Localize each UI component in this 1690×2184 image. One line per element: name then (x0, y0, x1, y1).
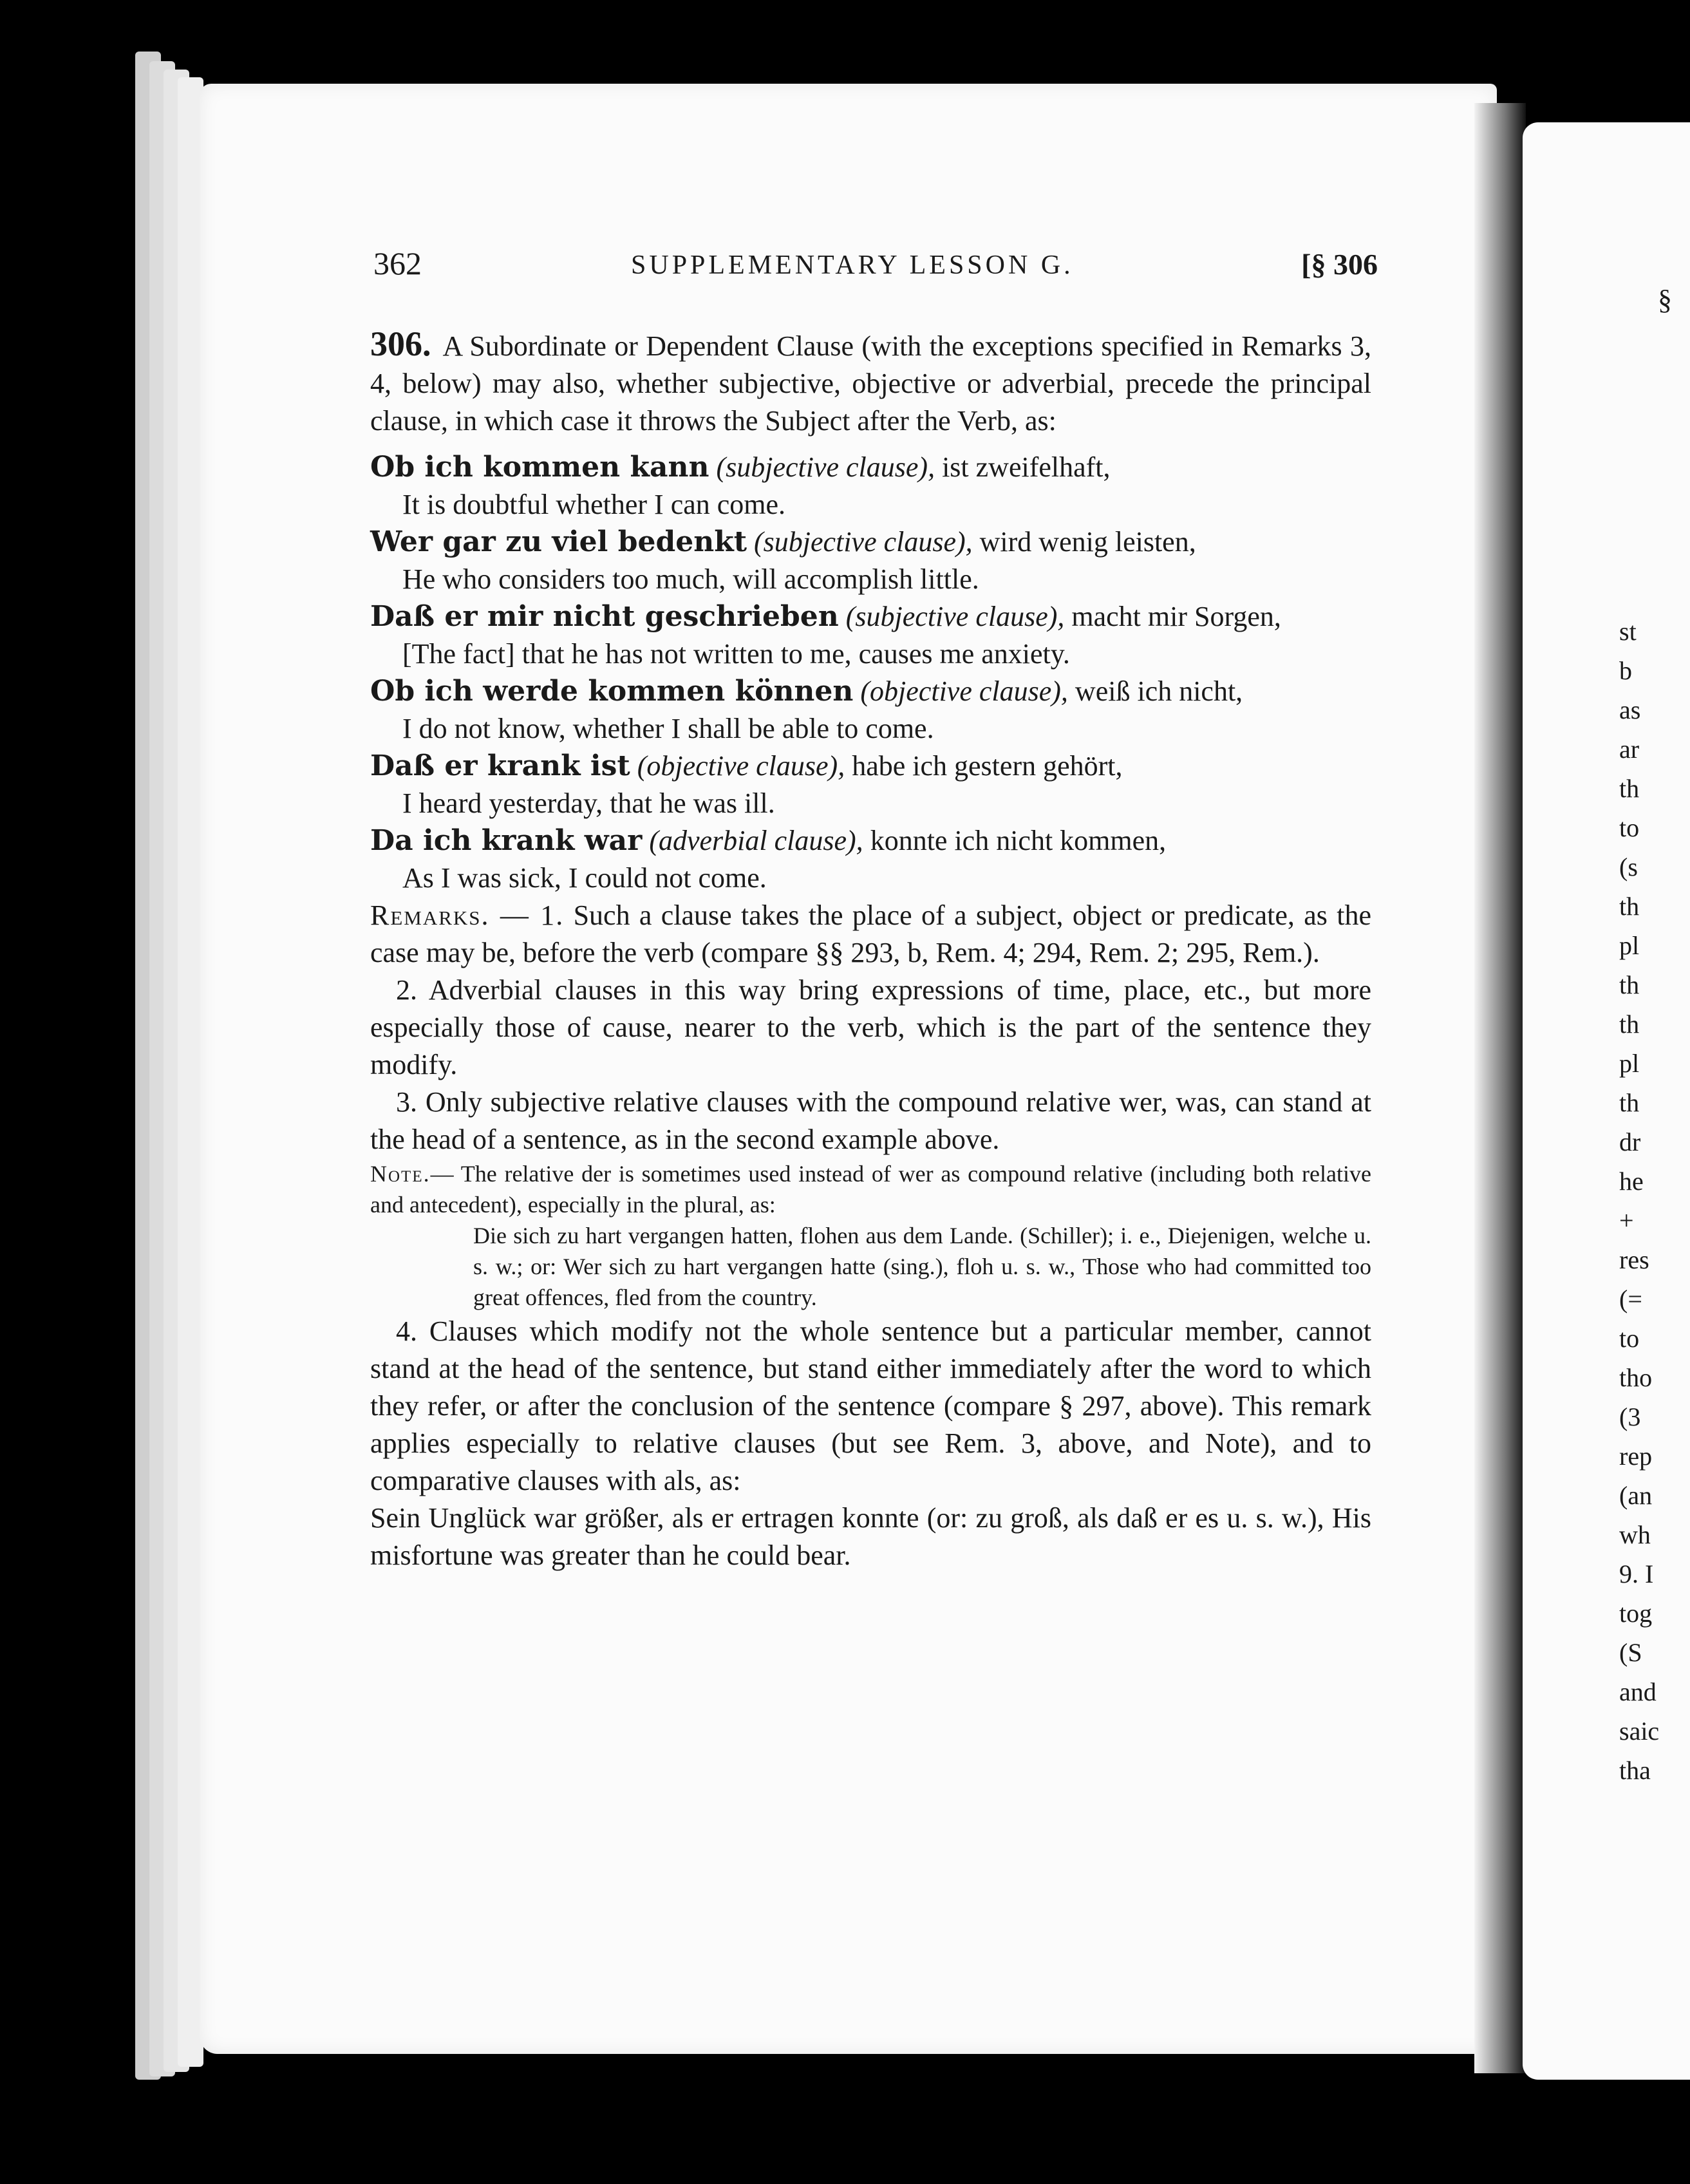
example-item (370, 523, 1371, 598)
right-page-fragment: th (1619, 774, 1640, 803)
german-main: weiß ich nicht, (1075, 675, 1243, 707)
right-page-fragment: dr (1619, 1127, 1641, 1156)
final-example: Sein Unglück war größer, als er ertragen konnte (or: zu groß, als daß er es u. s. w.), His misfortune was greater than he could bear. (370, 1502, 1371, 1571)
intro-text: A Subordinate or Dependent Clause (with the exceptions specified in Remarks 3, 4, below) may also, whether subjective, objective or adverbial, precede the principal clause, in which case it throws the Subject after the Verb, as: (370, 330, 1371, 437)
german-clause: Daß er krank ist (370, 749, 630, 782)
clause-role: (subjective clause), (845, 601, 1065, 632)
right-page-fragment: saic (1619, 1717, 1660, 1746)
remark-1 (370, 897, 1371, 972)
right-page-fragment: to (1619, 813, 1640, 842)
clause-role: (objective clause), (637, 750, 845, 782)
note-example: Die sich zu hart vergangen hatten, flohen aus dem Lande. (Schiller); i. e., Diejenigen, welche u. s. w.; or: Wer sich zu hart vergangen hatte (sing.), floh u. s. w., Those who had committed too great offences, fled from the country. (473, 1223, 1371, 1310)
examples-list (370, 449, 1371, 897)
example-item (370, 748, 1371, 822)
running-header (373, 245, 1378, 296)
right-page-fragment: th (1619, 1088, 1640, 1117)
clause-role: (objective clause), (860, 675, 1068, 707)
right-page-fragment: th (1619, 1010, 1640, 1039)
note-label: Note. (370, 1161, 431, 1187)
remarks-label: Remarks. — 1. (370, 899, 565, 931)
german-clause: Daß er mir nicht geschrieben (370, 600, 839, 633)
example-item (370, 673, 1371, 748)
right-page-fragment: (3 (1619, 1402, 1641, 1431)
page-body (370, 325, 1371, 1574)
book-gutter (1474, 103, 1526, 2073)
german-main: wird wenig leisten, (979, 526, 1196, 558)
german-clause: Wer gar zu viel bedenkt (370, 525, 747, 558)
german-main: habe ich gestern gehört, (852, 750, 1123, 782)
right-page-fragment: b (1619, 656, 1632, 685)
right-page-fragment: th (1619, 892, 1640, 921)
section-reference: [§ 306 (1301, 248, 1378, 281)
right-page-fragment: rep (1619, 1442, 1653, 1471)
right-page-fragment: wh (1619, 1520, 1651, 1549)
remark-3: 3. Only subjective relative clauses with the compound relative wer, was, can stand at the head of a sentence, as in the second example above. (370, 1086, 1371, 1155)
german-clause: Da ich krank war (370, 824, 643, 857)
clause-role: (adverbial clause), (649, 825, 863, 856)
page-number: 362 (373, 245, 422, 281)
section-number: 306. (370, 325, 431, 363)
german-main: macht mir Sorgen, (1071, 601, 1281, 632)
right-page-fragment: to (1619, 1324, 1640, 1353)
right-page-fragment: st (1619, 617, 1637, 646)
right-page-section-mark: § (1658, 284, 1672, 315)
example-item (370, 822, 1371, 897)
english-translation: He who considers too much, will accomplish little. (402, 563, 979, 595)
right-page-fragment: (s (1619, 852, 1638, 881)
right-page-fragment: (S (1619, 1638, 1642, 1667)
german-main: konnte ich nicht kommen, (870, 825, 1167, 856)
right-page-fragment: (an (1619, 1481, 1653, 1510)
remark-2: 2. Adverbial clauses in this way bring expressions of time, place, etc., but more especially those of cause, nearer to the verb, which is the part of the sentence they modify. (370, 974, 1371, 1080)
right-page-fragment: 9. I (1619, 1559, 1654, 1588)
clause-role: (subjective clause), (716, 451, 935, 483)
clause-role: (subjective clause), (754, 526, 973, 558)
right-page-fragments (1619, 612, 1671, 1790)
right-page-fragment: he (1619, 1167, 1644, 1196)
right-page-fragment: as (1619, 695, 1641, 724)
note (370, 1158, 1371, 1313)
right-page-fragment: pl (1619, 1049, 1640, 1078)
right-page-fragment: ar (1619, 735, 1640, 764)
lesson-title: SUPPLEMENTARY LESSON G. (631, 250, 1074, 280)
right-page-fragment: res (1619, 1245, 1649, 1274)
right-page-fragment: tha (1619, 1756, 1651, 1785)
right-page-fragment: pl (1619, 931, 1640, 960)
english-translation: It is doubtful whether I can come. (402, 489, 786, 520)
right-page-fragment: + (1619, 1206, 1634, 1235)
english-translation: As I was sick, I could not come. (402, 862, 767, 894)
english-translation: I do not know, whether I shall be able to come. (402, 713, 934, 744)
right-page-fragment: tog (1619, 1599, 1653, 1628)
german-main: ist zweifelhaft, (942, 451, 1111, 483)
german-clause: Ob ich kommen kann (370, 451, 709, 484)
english-translation: [The fact] that he has not written to me, causes me anxiety. (402, 638, 1070, 670)
german-clause: Ob ich werde kommen können (370, 675, 854, 708)
remark-4: 4. Clauses which modify not the whole sentence but a particular member, cannot stand at the head of the sentence, but stand either immediately after the word to which they refer, or after the conclusion of the sentence (compare § 297, above). This remark applies especially to relative clauses (but see Rem. 3, above, and Note), and to comparative clauses with als, as: (370, 1315, 1371, 1496)
example-item (370, 449, 1371, 523)
english-translation: I heard yesterday, that he was ill. (402, 787, 775, 819)
right-page-fragment: tho (1619, 1363, 1653, 1392)
example-item (370, 598, 1371, 673)
note-text: — The relative der is sometimes used instead of wer as compound relative (including both relative and antecedent), especially in the plural, as: (370, 1161, 1371, 1218)
right-page-fragment: (= (1619, 1285, 1642, 1313)
right-page-fragment: th (1619, 970, 1640, 999)
remark-1-text: Such a clause takes the place of a subject, object or predicate, as the case may be, before the verb (compare §§ 293, b, Rem. 4; 294, Rem. 2; 295, Rem.). (370, 899, 1371, 968)
section-intro (370, 325, 1371, 440)
right-page-fragment: and (1619, 1677, 1657, 1706)
